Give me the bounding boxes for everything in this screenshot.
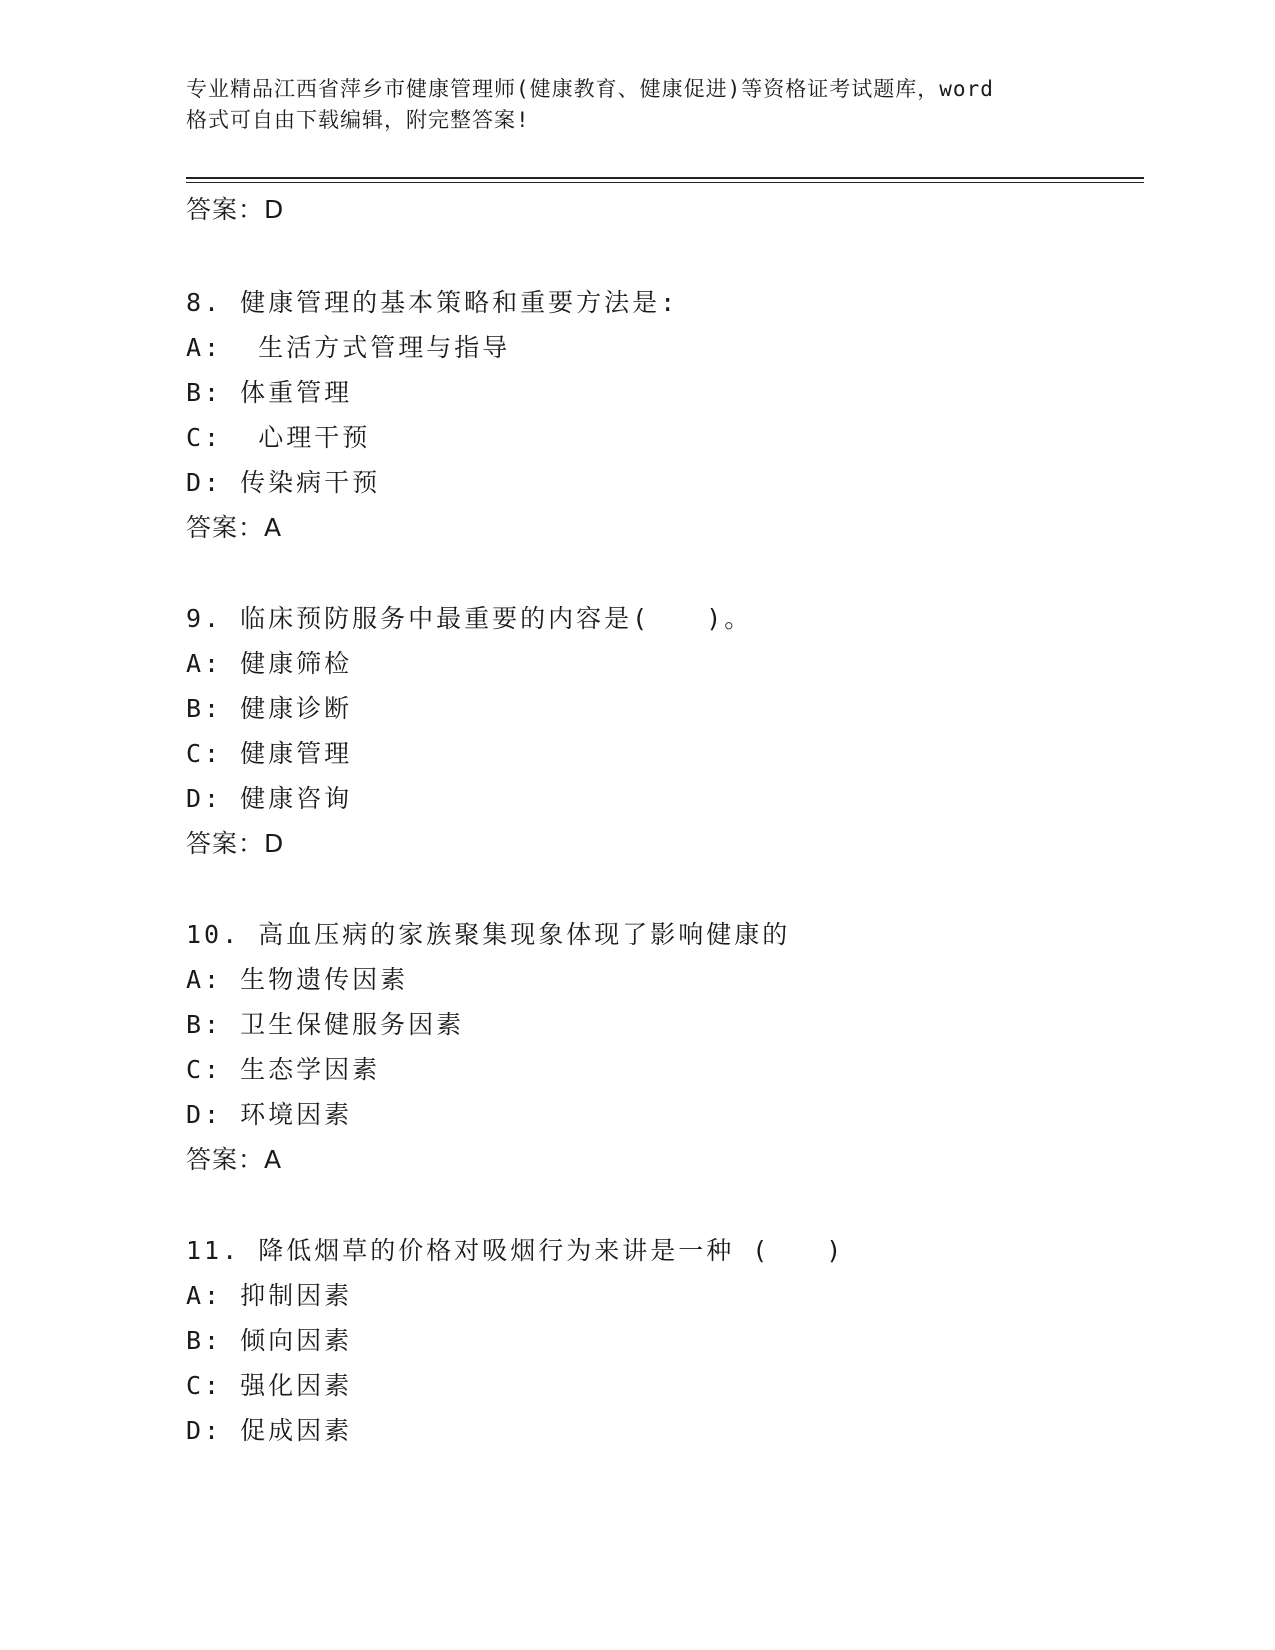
option-b: B: 倾向因素 (186, 1326, 353, 1355)
header-divider-thick (186, 177, 1144, 179)
spacer (186, 234, 1146, 280)
option-d: D: 促成因素 (186, 1416, 353, 1445)
question-text: 8. 健康管理的基本策略和重要方法是: (186, 288, 679, 317)
option-c: C: 健康管理 (186, 739, 353, 768)
option-b: B: 体重管理 (186, 378, 353, 407)
answer-line: 答案：A (186, 1145, 283, 1174)
question-text: 10. 高血压病的家族聚集现象体现了影响健康的 (186, 920, 791, 949)
question-block (186, 1228, 1146, 1453)
option-b: B: 卫生保健服务因素 (186, 1010, 465, 1039)
answer-line: 答案：D (186, 195, 285, 224)
question-text: 11. 降低烟草的价格对吸烟行为来讲是一种 ( ) (186, 1236, 845, 1265)
spacer (186, 1182, 1146, 1228)
option-d: D: 传染病干预 (186, 468, 381, 497)
header-line-1: 专业精品江西省萍乡市健康管理师(健康教育、健康促进)等资格证考试题库，word (186, 77, 994, 101)
option-a: A: 生活方式管理与指导 (186, 333, 511, 362)
spacer (186, 866, 1146, 912)
question-list (186, 186, 1146, 1453)
question-text: 9. 临床预防服务中最重要的内容是( )。 (186, 604, 753, 633)
option-c: C: 强化因素 (186, 1371, 353, 1400)
option-b: B: 健康诊断 (186, 694, 353, 723)
option-c: C: 生态学因素 (186, 1055, 381, 1084)
question-block (186, 912, 1146, 1182)
option-d: D: 环境因素 (186, 1100, 353, 1129)
answer-line: 答案：D (186, 829, 285, 858)
header-line-2: 格式可自由下载编辑，附完整答案! (186, 108, 530, 132)
question-block (186, 280, 1146, 550)
answer-line: 答案：A (186, 513, 283, 542)
option-c: C: 心理干预 (186, 423, 371, 452)
header-divider-thin (186, 182, 1144, 183)
option-a: A: 生物遗传因素 (186, 965, 409, 994)
option-d: D: 健康咨询 (186, 784, 353, 813)
question-block (186, 596, 1146, 866)
spacer (186, 550, 1146, 596)
document-header (186, 74, 1086, 136)
option-a: A: 抑制因素 (186, 1281, 353, 1310)
option-a: A: 健康筛检 (186, 649, 353, 678)
